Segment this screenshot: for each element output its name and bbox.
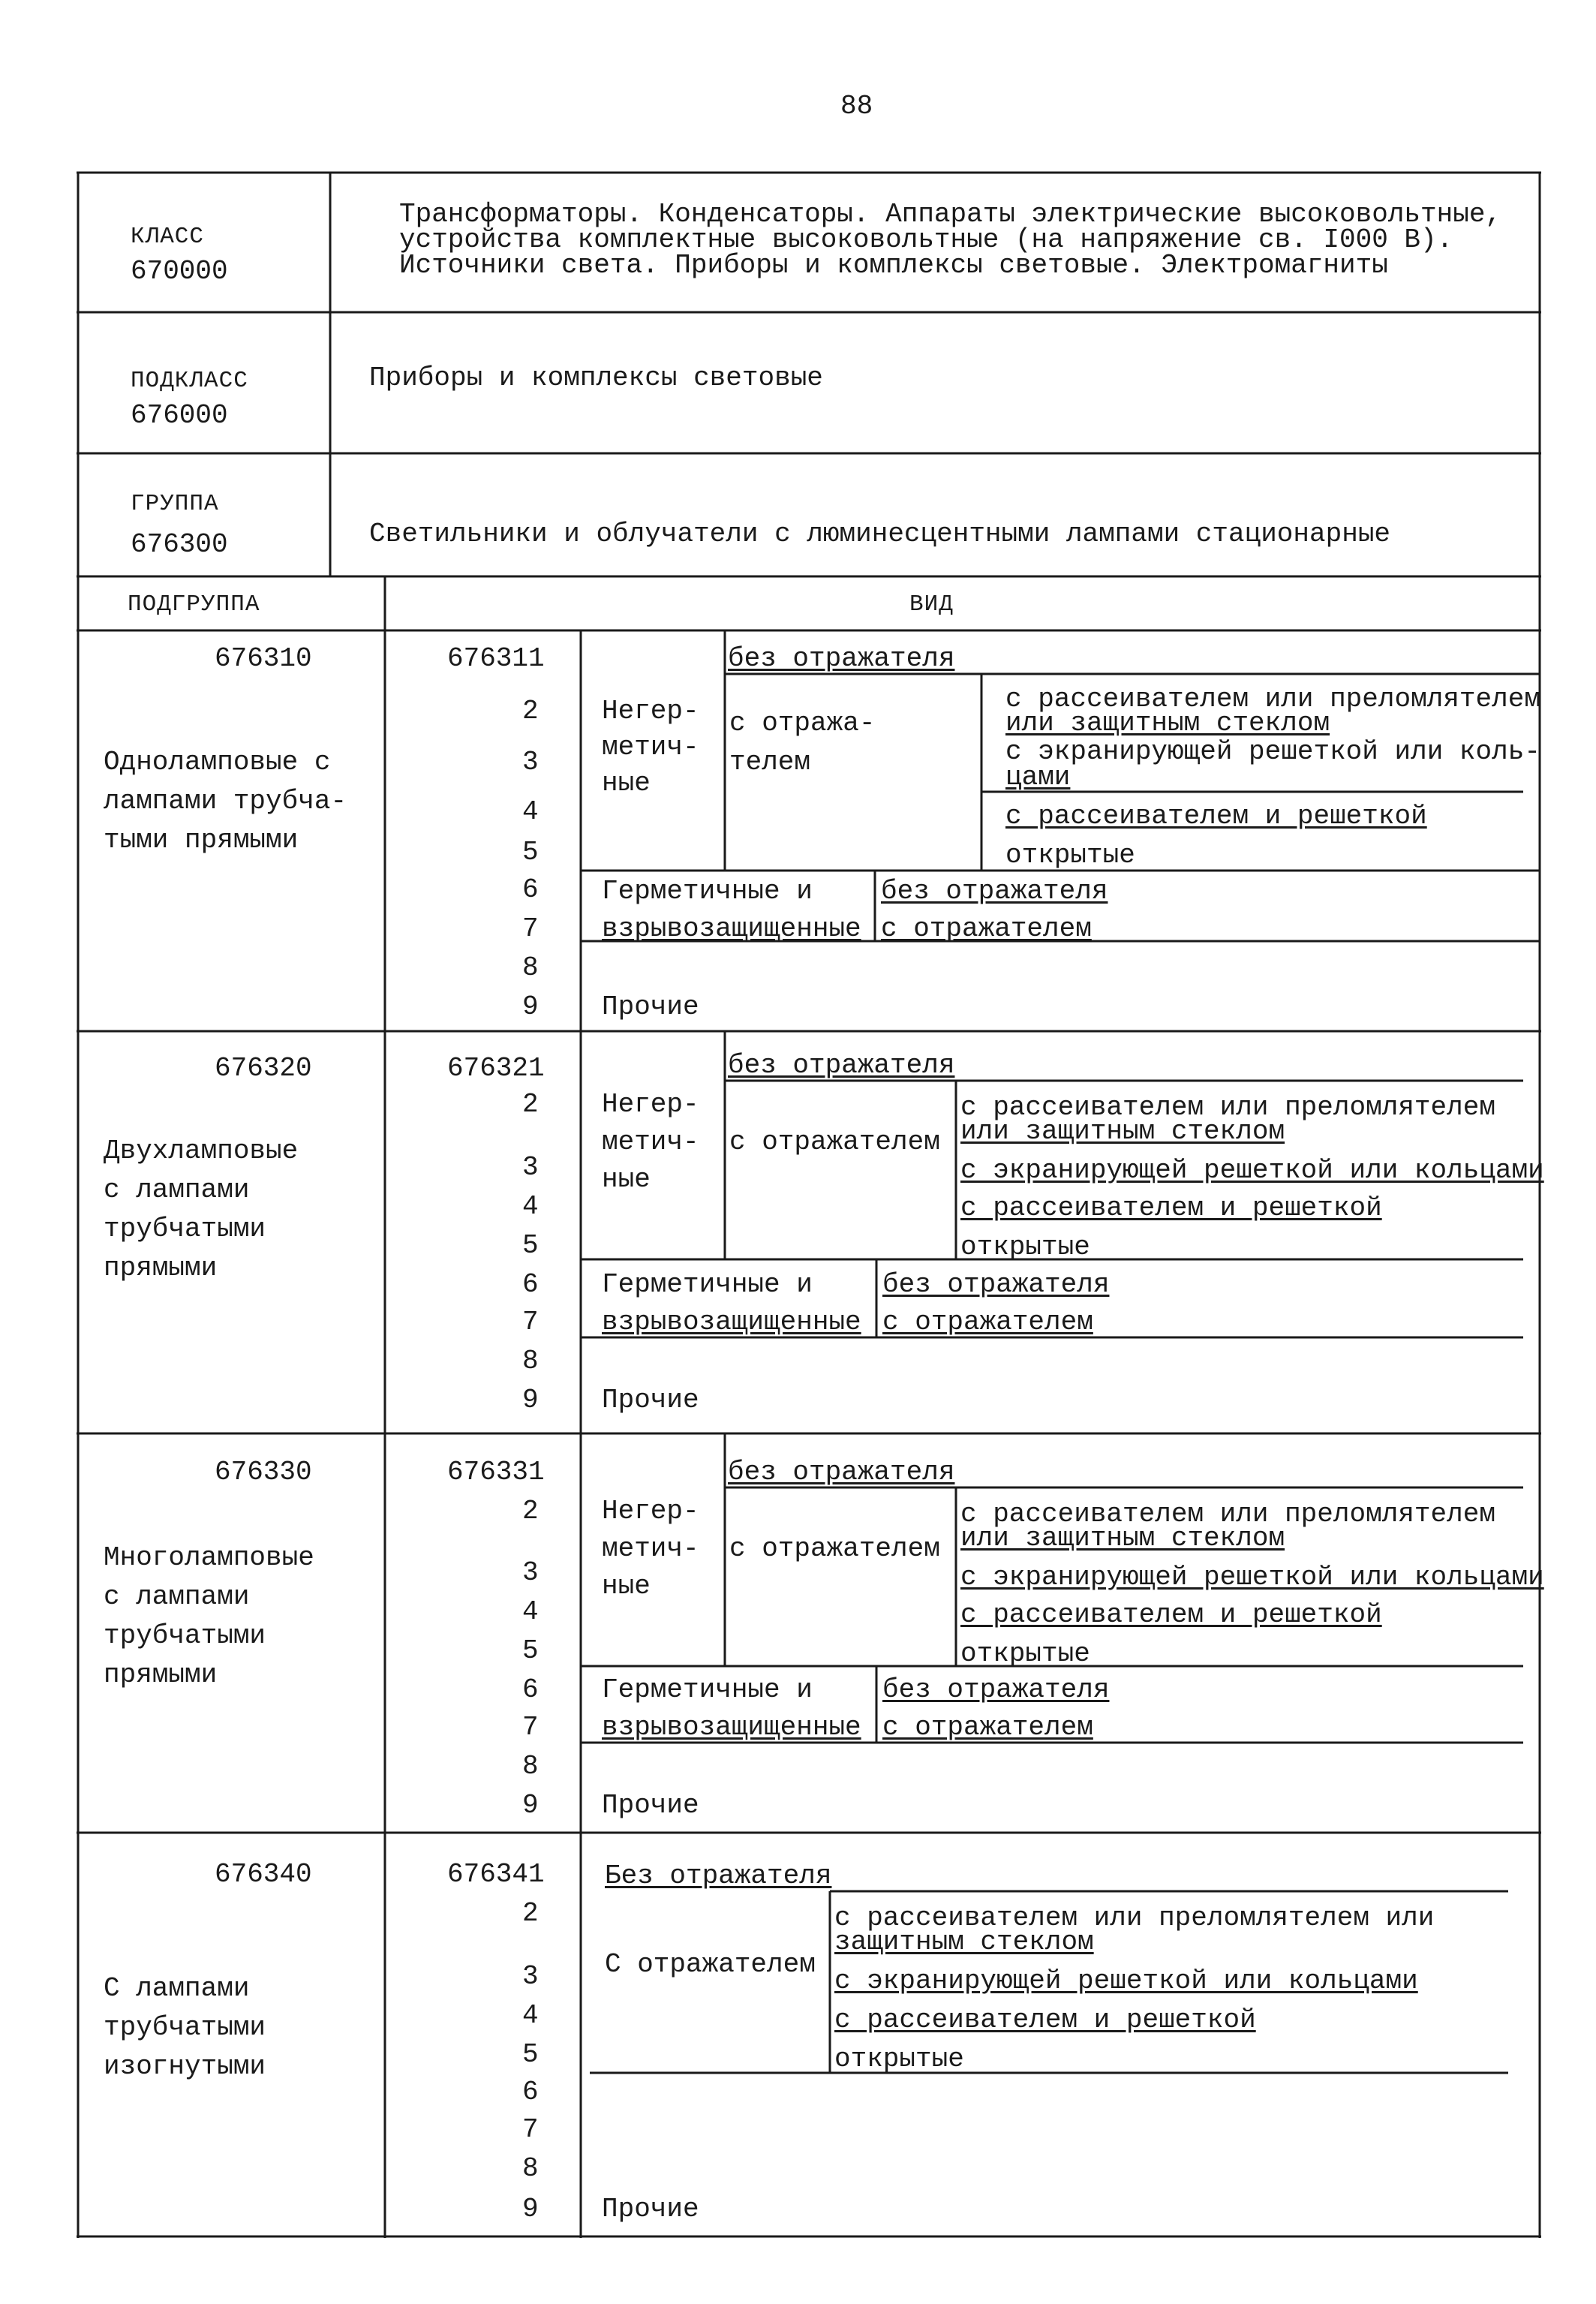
option-line: с рассеивателем и решеткой — [960, 1599, 1382, 1630]
vid-digit: 8 — [522, 1346, 539, 1376]
hermetic-line: взрывозащищенные — [602, 913, 861, 944]
hermetic-s: с отражателем — [882, 1712, 1093, 1743]
hermetic-s: с отражателем — [881, 913, 1092, 944]
prochie: Прочие — [602, 1385, 699, 1415]
option-line: защитным стеклом — [834, 1927, 1094, 1957]
vid-digit: 6 — [522, 1674, 539, 1705]
option-line: открытые — [1005, 840, 1135, 871]
vid-digit: 4 — [522, 2000, 539, 2031]
vid-digit: 5 — [522, 837, 539, 868]
nehermetic-line: метич- — [602, 1126, 699, 1157]
klass-text-line: Источники света. Приборы и комплексы световые. Электромагниты — [399, 250, 1388, 281]
gruppa-text: Светильники и облучатели с люминесцентными лампами стационарные — [369, 519, 1391, 549]
vid-digit: 7 — [522, 2114, 539, 2145]
vid-digit: 9 — [522, 991, 539, 1022]
vid-digit: 7 — [522, 1712, 539, 1743]
s-otrazhatelem-line: с отража- — [729, 708, 876, 738]
s-otrazhatelem-line: телем — [729, 747, 811, 778]
bez-otrazhatelya: без отражателя — [728, 643, 955, 674]
subgroup-name-line: Одноламповые с — [104, 747, 331, 778]
subgroup-name-line: с лампами — [104, 1581, 250, 1612]
subgroup-name-line: трубчатыми — [104, 2012, 266, 2043]
s-otrazhatelem: с отражателем — [729, 1533, 940, 1564]
option-line: с экранирующей решеткой или кольцами — [960, 1155, 1544, 1186]
vid-digit: 5 — [522, 1230, 539, 1261]
subgroup-code: 676340 — [215, 1859, 312, 1890]
option-line: открытые — [960, 1638, 1090, 1669]
subgroup-code: 676330 — [215, 1457, 312, 1487]
subgroup-code: 676310 — [215, 643, 312, 674]
option-line: с рассеивателем и решеткой — [1005, 801, 1427, 832]
vid-code-first: 676331 — [447, 1457, 545, 1487]
klass-text-line: Трансформаторы. Конденсаторы. Аппараты электрические высоковольтные, — [399, 199, 1502, 230]
podklass-text: Приборы и комплексы световые — [369, 362, 823, 393]
gruppa-code: 676300 — [131, 529, 228, 560]
hermetic-line: взрывозащищенные — [602, 1307, 861, 1337]
hermetic-bez: без отражателя — [882, 1674, 1110, 1705]
nehermetic-line: Негер- — [602, 696, 699, 726]
gruppa-label: ГРУППА — [131, 491, 219, 517]
vid-digit: 2 — [522, 1496, 539, 1526]
nehermetic-line: метич- — [602, 1533, 699, 1564]
hermetic-s: с отражателем — [882, 1307, 1093, 1337]
vid-digit: 2 — [522, 1898, 539, 1929]
nehermetic-line: ные — [602, 1164, 651, 1195]
hermetic-line: Герметичные и — [602, 876, 813, 907]
header-podgruppa: ПОДГРУППА — [128, 591, 260, 618]
vid-digit: 3 — [522, 747, 539, 778]
subgroup-name-line: Двухламповые — [104, 1135, 299, 1166]
klass-label: КЛАСС — [131, 224, 205, 250]
vid-digit: 8 — [522, 2153, 539, 2184]
s-otrazhatelem: с отражателем — [729, 1126, 940, 1157]
option-line: или защитным стеклом — [960, 1116, 1285, 1147]
klass-code: 670000 — [131, 256, 228, 287]
nehermetic-line: Негер- — [602, 1089, 699, 1120]
header-vid: ВИД — [909, 591, 954, 618]
page-number: 88 — [840, 91, 873, 122]
hermetic-bez: без отражателя — [881, 876, 1108, 907]
subgroup-name-line: С лампами — [104, 1973, 250, 2004]
vid-digit: 8 — [522, 952, 539, 983]
vid-digit: 7 — [522, 913, 539, 944]
option-line: с рассеивателем или преломлятелем — [1005, 684, 1540, 714]
subgroup-name-line: изогнутыми — [104, 2051, 266, 2082]
vid-digit: 3 — [522, 1152, 539, 1183]
subgroup-code: 676320 — [215, 1053, 312, 1084]
vid-digit: 8 — [522, 1751, 539, 1782]
vid-digit: 6 — [522, 874, 539, 905]
podklass-label: ПОДКЛАСС — [131, 368, 248, 394]
vid-digit: 9 — [522, 1790, 539, 1821]
option-line: с экранирующей решеткой или кольцами — [960, 1562, 1544, 1593]
option-line: цами — [1005, 762, 1071, 793]
vid-digit: 3 — [522, 1961, 539, 1992]
subgroup-name-line: трубчатыми — [104, 1620, 266, 1651]
nehermetic-line: ные — [602, 1571, 651, 1602]
subgroup-name-line: с лампами — [104, 1175, 250, 1205]
subgroup-name-line: тыми прямыми — [104, 825, 299, 856]
option-line: или защитным стеклом — [1005, 708, 1330, 738]
option-line: открытые — [960, 1232, 1090, 1262]
subgroup-name-line: Многоламповые — [104, 1542, 314, 1573]
vid-digit: 5 — [522, 1635, 539, 1666]
s-otrazhatelem: С отражателем — [605, 1949, 816, 1980]
vid-digit: 7 — [522, 1307, 539, 1337]
hermetic-line: Герметичные и — [602, 1269, 813, 1300]
vid-digit: 5 — [522, 2039, 539, 2070]
vid-digit: 4 — [522, 796, 539, 827]
vid-code-first: 676341 — [447, 1859, 545, 1890]
nehermetic-line: Негер- — [602, 1496, 699, 1526]
hermetic-line: взрывозащищенные — [602, 1712, 861, 1743]
option-line: с экранирующей решеткой или коль- — [1005, 736, 1540, 767]
vid-digit: 4 — [522, 1191, 539, 1222]
subgroup-name-line: трубчатыми — [104, 1214, 266, 1244]
klass-text-line: устройства комплектные высоковольтные (на напряжение св. I000 В). — [399, 224, 1453, 255]
hermetic-line: Герметичные и — [602, 1674, 813, 1705]
option-line: с рассеивателем и решеткой — [834, 2005, 1256, 2035]
nehermetic-line: ные — [602, 768, 651, 799]
prochie: Прочие — [602, 2194, 699, 2224]
vid-digit: 2 — [522, 1089, 539, 1120]
option-line: с рассеивателем или преломлятелем — [960, 1499, 1495, 1529]
option-line: с рассеивателем и решеткой — [960, 1193, 1382, 1223]
prochie: Прочие — [602, 1790, 699, 1821]
vid-digit: 6 — [522, 1269, 539, 1300]
vid-code-first: 676311 — [447, 643, 545, 674]
bez-otrazhatelya: без отражателя — [728, 1457, 955, 1487]
option-line: открытые — [834, 2044, 964, 2074]
podklass-code: 676000 — [131, 400, 228, 431]
vid-digit: 9 — [522, 1385, 539, 1415]
vid-digit: 6 — [522, 2077, 539, 2107]
bez-otrazhatelya: Без отражателя — [605, 1860, 832, 1891]
prochie: Прочие — [602, 991, 699, 1022]
vid-digit: 3 — [522, 1557, 539, 1588]
option-line: с рассеивателем или преломлятелем или — [834, 1902, 1435, 1933]
vid-digit: 9 — [522, 2194, 539, 2224]
option-line: или защитным стеклом — [960, 1523, 1285, 1554]
bez-otrazhatelya: без отражателя — [728, 1050, 955, 1081]
option-line: с экранирующей решеткой или кольцами — [834, 1966, 1418, 1996]
option-line: с рассеивателем или преломлятелем — [960, 1092, 1495, 1123]
subgroup-name-line: лампами трубча- — [104, 786, 347, 817]
subgroup-name-line: прямыми — [104, 1659, 218, 1690]
nehermetic-line: метич- — [602, 732, 699, 762]
vid-digit: 4 — [522, 1596, 539, 1627]
subgroup-name-line: прямыми — [104, 1253, 218, 1283]
vid-code-first: 676321 — [447, 1053, 545, 1084]
hermetic-bez: без отражателя — [882, 1269, 1110, 1300]
vid-digit: 2 — [522, 696, 539, 726]
